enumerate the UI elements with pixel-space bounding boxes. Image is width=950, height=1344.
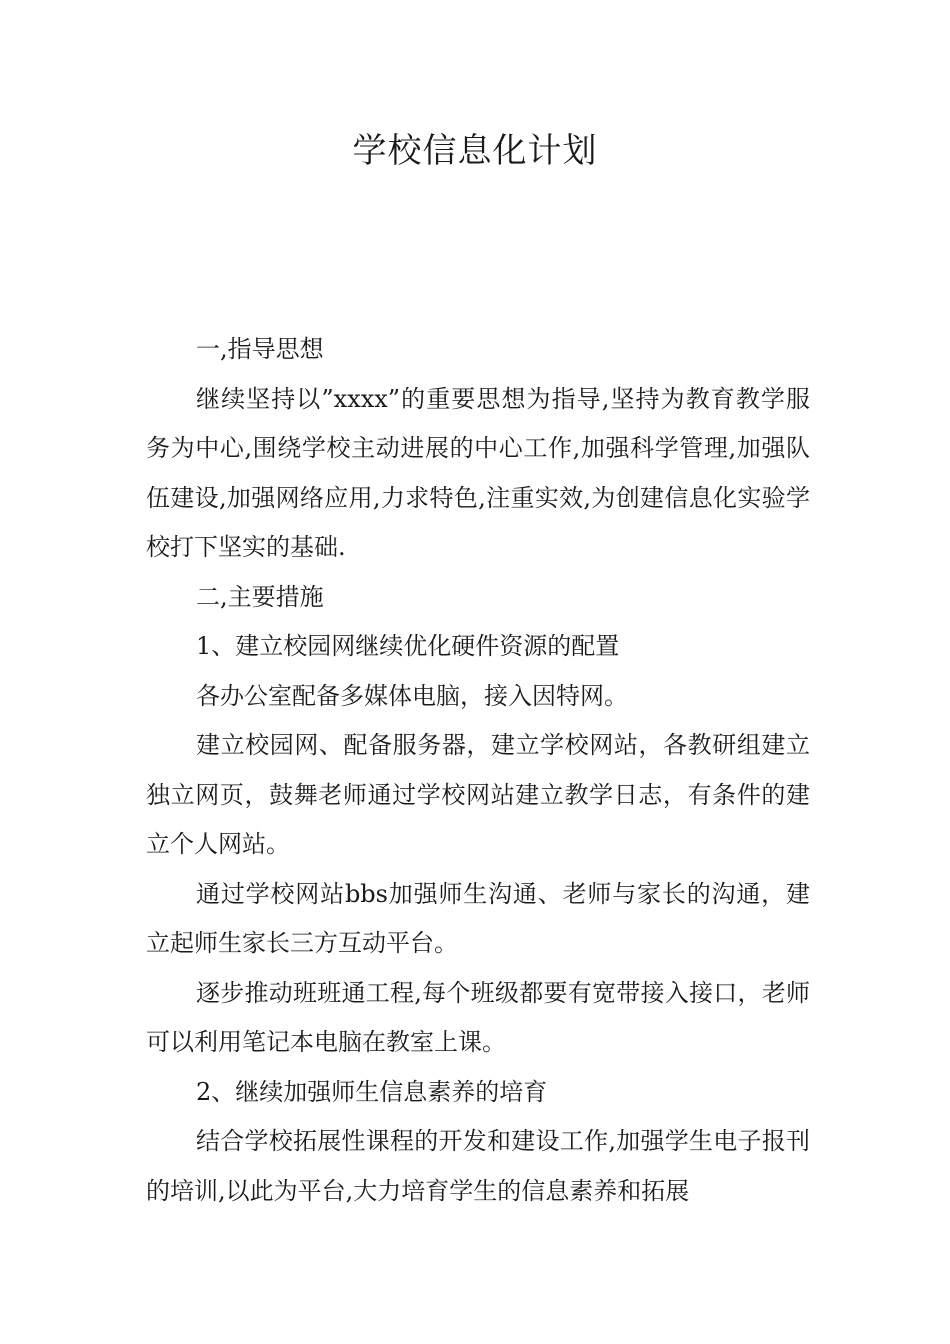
document-body [146, 325, 810, 1216]
paragraph-classroom-broadband: 逐步推动班班通工程,每个班级都要有宽带接入接口，老师可以利用笔记本电脑在教室上课。 [146, 978, 810, 1056]
heading-main-measures: 二,主要措施 [196, 582, 324, 611]
paragraph-extended-courses: 结合学校拓展性课程的开发和建设工作,加强学生电子报刊的培训,以此为平台,大力培育学生的信息素养和拓展 [146, 1127, 810, 1205]
paragraph-guiding-ideology: 继续坚持以”xxxx”的重要思想为指导,坚持为教育教学服务为中心,围绕学校主动进展的中心工作,加强科学管理,加强队伍建设,加强网络应用,力求特色,注重实效,为创建信息化实验学校打下坚实的基础. [146, 384, 810, 561]
subheading-information-literacy: 2、继续加强师生信息素养的培育 [196, 1077, 548, 1106]
heading-guiding-ideology: 一,指导思想 [196, 335, 324, 363]
subheading-campus-network: 1、建立校园网继续优化硬件资源的配置 [196, 632, 620, 660]
document-title: 学校信息化计划 [352, 131, 598, 171]
paragraph-bbs-communication: 通过学校网站bbs加强师生沟通、老师与家长的沟通，建立起师生家长三方互动平台。 [146, 879, 810, 957]
paragraph-office-computers: 各办公室配备多媒体电脑，接入因特网。 [196, 681, 628, 710]
paragraph-school-website: 建立校园网、配备服务器，建立学校网站，各教研组建立独立网页，鼓舞老师通过学校网站建立教学日志，有条件的建立个人网站。 [146, 731, 810, 858]
